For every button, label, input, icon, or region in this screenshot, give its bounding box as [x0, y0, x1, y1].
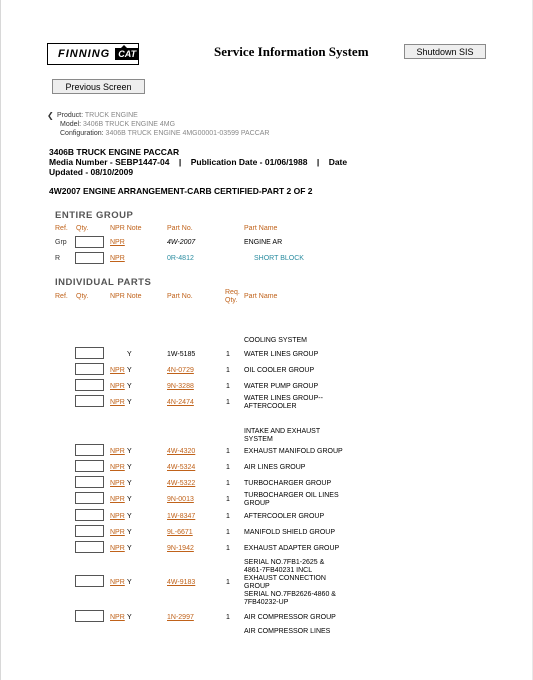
part-number-link[interactable]: 0R-4812 — [167, 255, 194, 262]
col-ref: Ref. — [55, 293, 68, 300]
part-name: ENGINE AR — [244, 239, 283, 246]
req-qty: 1 — [226, 464, 230, 471]
part-number-link[interactable]: 9N-3288 — [167, 383, 194, 390]
req-qty: 1 — [226, 383, 230, 390]
media-publication-line: Media Number - SEBP1447-04 | Publication Date - 01/06/1988 | Date — [49, 157, 348, 167]
ref-cell: Grp — [55, 239, 67, 246]
qty-input[interactable] — [75, 363, 104, 375]
npr-link[interactable]: NPR — [110, 464, 125, 471]
part-number-link[interactable]: 1N-2997 — [167, 614, 194, 621]
qty-input[interactable] — [75, 492, 104, 504]
qty-input[interactable] — [75, 252, 104, 264]
req-qty: 1 — [226, 480, 230, 487]
part-name: WATER LINES GROUP-- — [244, 395, 323, 402]
qty-input[interactable] — [75, 509, 104, 521]
qty-input[interactable] — [75, 575, 104, 587]
part-name: EXHAUST MANIFOLD GROUP — [244, 448, 343, 455]
npr-link[interactable]: NPR — [110, 579, 125, 586]
product-header — [49, 147, 479, 177]
part-name-line: AFTERCOOLER — [244, 403, 297, 410]
req-qty: 1 — [226, 529, 230, 536]
req-qty: 1 — [226, 448, 230, 455]
qty-input[interactable] — [75, 460, 104, 472]
note-cell: Y — [127, 351, 132, 358]
finning-cat-logo — [47, 43, 139, 65]
npr-link[interactable]: NPR — [110, 513, 125, 520]
ref-cell: R — [55, 255, 61, 262]
part-name: WATER LINES GROUP — [244, 351, 319, 358]
note-cell: Y — [127, 399, 132, 406]
individual-parts-heading: INDIVIDUAL PARTS — [55, 277, 152, 288]
npr-link[interactable]: NPR — [110, 529, 125, 536]
req-qty: 1 — [226, 399, 230, 406]
part-name: MANIFOLD SHIELD GROUP — [244, 529, 336, 536]
npr-link[interactable]: NPR — [110, 399, 125, 406]
col-qty: Qty. — [76, 293, 89, 300]
col-part-name: Part Name — [244, 225, 278, 232]
note-cell: Y — [127, 545, 132, 552]
product-breadcrumb — [47, 111, 269, 138]
qty-input[interactable] — [75, 541, 104, 553]
qty-input[interactable] — [75, 395, 104, 407]
req-qty: 1 — [226, 351, 230, 358]
npr-link[interactable]: NPR — [110, 480, 125, 487]
date-updated: Updated - 08/10/2009 — [49, 167, 134, 177]
system-title: Service Information System — [214, 44, 369, 59]
qty-input[interactable] — [75, 476, 104, 488]
model-label: Model: — [60, 121, 82, 128]
model-link[interactable]: 3406B TRUCK ENGINE 4MG — [82, 121, 176, 128]
npr-link[interactable]: NPR — [110, 448, 125, 455]
note-cell: Y — [127, 480, 132, 487]
note-cell: Y — [127, 529, 132, 536]
shutdown-sis-button[interactable]: Shutdown SIS — [404, 44, 486, 59]
qty-input[interactable] — [75, 610, 104, 622]
npr-link[interactable]: NPR — [110, 367, 125, 374]
part-number-link[interactable]: 4N-0729 — [167, 367, 194, 374]
part-name: TURBOCHARGER OIL LINES — [244, 492, 339, 499]
note-cell: Y — [127, 496, 132, 503]
note-cell: Y — [127, 579, 132, 586]
qty-input[interactable] — [75, 379, 104, 391]
part-name: TURBOCHARGER GROUP — [244, 480, 332, 487]
cat-badge: CAT — [115, 48, 139, 60]
note-cell: Y — [127, 383, 132, 390]
npr-link[interactable]: NPR — [110, 545, 125, 552]
configuration-value: 3406B TRUCK ENGINE 4MG00001-03599 PACCAR — [105, 130, 270, 137]
part-name: WATER PUMP GROUP — [244, 383, 319, 390]
part-number-link[interactable]: 9L-6671 — [167, 529, 193, 536]
arrangement-title: 4W2007 ENGINE ARRANGEMENT-CARB CERTIFIED-PART 2 OF 2 — [49, 186, 313, 196]
group-label-line: SYSTEM — [244, 436, 273, 443]
note-cell: Y — [127, 513, 132, 520]
page-border — [0, 0, 1, 680]
part-name: AFTERCOOLER GROUP — [244, 513, 325, 520]
col-ref: Ref. — [55, 225, 68, 232]
req-qty: 1 — [226, 579, 230, 586]
note-cell: Y — [127, 367, 132, 374]
part-number: 4W-2007 — [167, 239, 196, 246]
col-part-no: Part No. — [167, 293, 193, 300]
serial-note: 7FB40232-UP — [244, 599, 289, 606]
serial-note: SERIAL NO.7FB1-2625 & — [244, 559, 325, 566]
part-name: AIR COMPRESSOR GROUP — [244, 614, 336, 621]
part-number-link[interactable]: 1W-8347 — [167, 513, 196, 520]
req-qty: 1 — [226, 614, 230, 621]
part-number-link[interactable]: 4W-5322 — [167, 480, 196, 487]
col-npr-note: NPR Note — [110, 293, 142, 300]
col-qty: Qty. — [76, 225, 89, 232]
group-label: AIR COMPRESSOR LINES — [244, 628, 331, 635]
part-name: AIR LINES GROUP — [244, 464, 306, 471]
npr-link[interactable]: NPR — [110, 496, 125, 503]
note-cell: Y — [127, 614, 132, 621]
part-name: OIL COOLER GROUP — [244, 367, 315, 374]
req-qty: 1 — [226, 513, 230, 520]
group-label: COOLING SYSTEM — [244, 337, 308, 344]
part-number: 1W-5185 — [167, 351, 196, 358]
part-name-line: GROUP — [244, 500, 270, 507]
req-qty: 1 — [226, 496, 230, 503]
part-number-link[interactable]: 4W-5324 — [167, 464, 196, 471]
part-name-line: GROUP — [244, 583, 270, 590]
qty-input[interactable] — [75, 347, 104, 359]
group-label — [244, 428, 320, 444]
product-label: Product: — [57, 112, 84, 119]
configuration-label: Configuration: — [60, 130, 104, 137]
npr-link[interactable]: NPR — [110, 614, 125, 621]
col-req-qty — [225, 289, 240, 305]
product-link[interactable]: TRUCK ENGINE — [84, 112, 138, 119]
logo-text: FINNING — [58, 48, 111, 60]
col-qty-label: Qty. — [225, 297, 238, 304]
note-cell: Y — [127, 464, 132, 471]
col-part-no: Part No. — [167, 225, 193, 232]
part-name: EXHAUST CONNECTION — [244, 575, 326, 582]
part-name: EXHAUST ADAPTER GROUP — [244, 545, 340, 552]
back-arrow-icon[interactable]: ❮ — [47, 111, 54, 120]
part-number-link[interactable]: 9N-0013 — [167, 496, 194, 503]
note-cell: Y — [127, 448, 132, 455]
part-number-link[interactable]: 9N-1942 — [167, 545, 194, 552]
part-number-link[interactable]: 4W-9183 — [167, 579, 196, 586]
part-number-link[interactable]: 4N-2474 — [167, 399, 194, 406]
npr-link[interactable]: NPR — [110, 383, 125, 390]
qty-input[interactable] — [75, 236, 104, 248]
qty-input[interactable] — [75, 525, 104, 537]
npr-link[interactable]: NPR — [110, 255, 125, 262]
entire-group-heading: ENTIRE GROUP — [55, 210, 134, 221]
serial-note: SERIAL NO.7FB2626-4860 & — [244, 591, 336, 598]
serial-note: 4861-7FB40231 INCL — [244, 567, 313, 574]
col-req-label: Req. — [225, 289, 240, 296]
group-label-line: INTAKE AND EXHAUST — [244, 428, 321, 435]
part-number-link[interactable]: 4W-4320 — [167, 448, 196, 455]
part-name-link[interactable]: SHORT BLOCK — [254, 255, 304, 262]
req-qty: 1 — [226, 545, 230, 552]
col-npr-note: NPR Note — [110, 225, 142, 232]
npr-link[interactable]: NPR — [110, 239, 125, 246]
req-qty: 1 — [226, 367, 230, 374]
qty-input[interactable] — [75, 444, 104, 456]
previous-screen-button[interactable]: Previous Screen — [52, 79, 145, 94]
col-part-name: Part Name — [244, 293, 278, 300]
product-name: 3406B TRUCK ENGINE PACCAR — [49, 147, 180, 157]
